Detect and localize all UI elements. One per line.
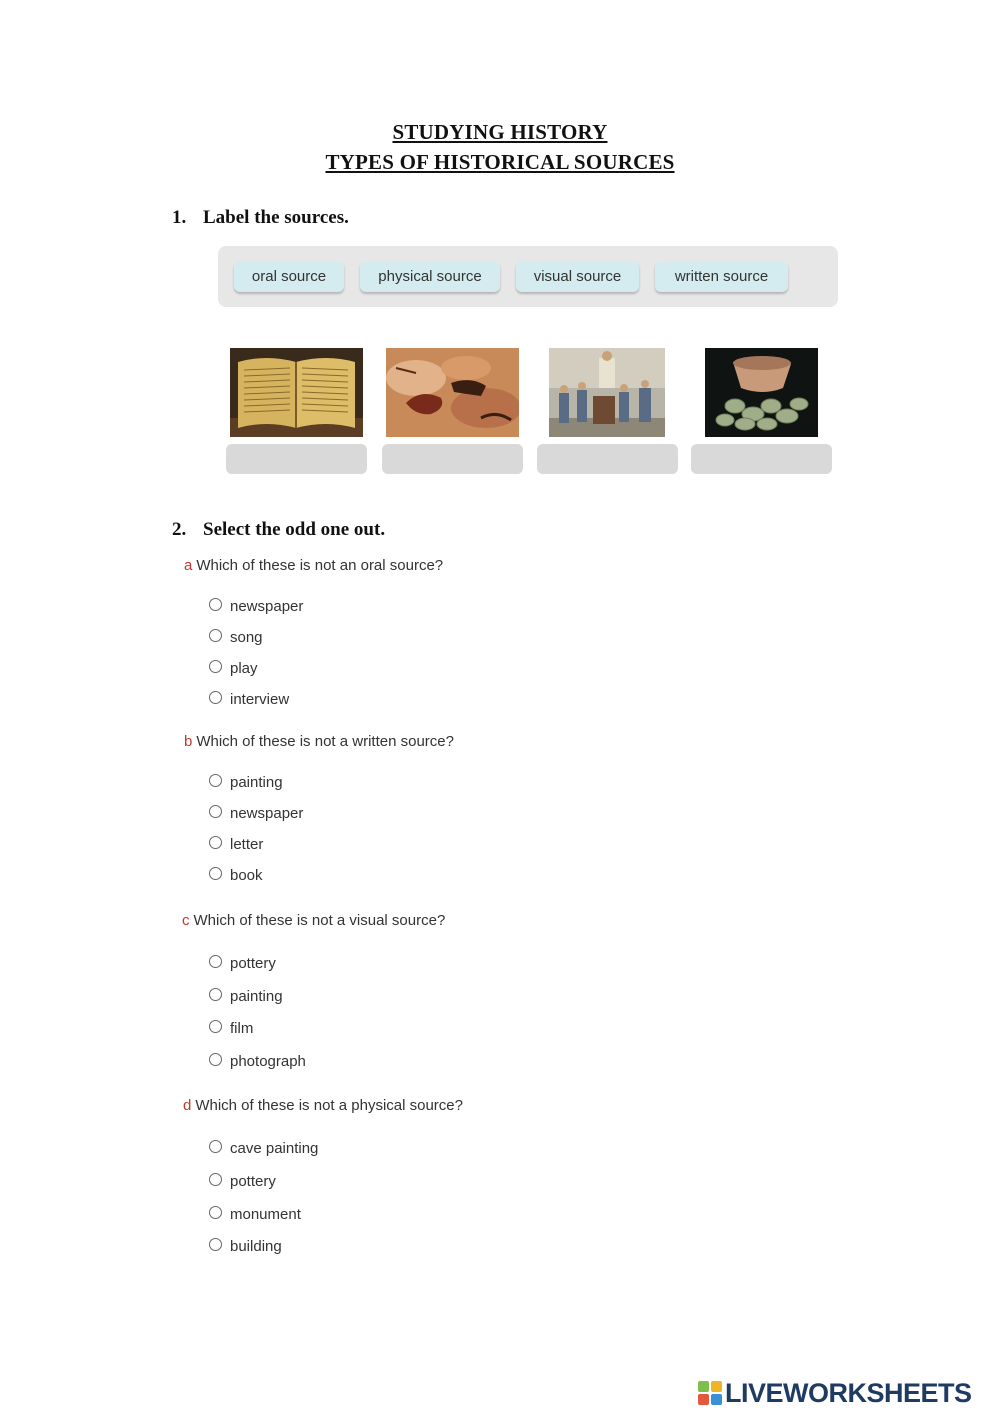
question-letter: b [184, 733, 193, 750]
option-label: book [230, 867, 263, 884]
question-letter: d [183, 1097, 192, 1114]
label-drop-box-1[interactable] [226, 444, 367, 474]
question-text: Which of these is not a written source? [196, 733, 454, 750]
page-title: STUDYING HISTORY [392, 120, 608, 144]
question-letter: a [184, 557, 193, 574]
option-label: cave painting [230, 1140, 319, 1157]
section-2-heading [172, 519, 385, 541]
radio-button[interactable] [209, 955, 222, 968]
section-2-number: 2. [172, 519, 187, 540]
question-b [184, 733, 454, 750]
radio-button[interactable] [209, 1140, 222, 1153]
radio-button[interactable] [209, 1020, 222, 1033]
option-label: play [230, 660, 258, 677]
option-d-monument[interactable] [209, 1206, 301, 1223]
option-d-pottery[interactable] [209, 1173, 276, 1190]
brand-name: LIVEWORKSHEETS [725, 1377, 972, 1408]
word-chip-written-source[interactable]: written source [655, 261, 788, 292]
option-label: film [230, 1020, 254, 1037]
option-d-building[interactable] [209, 1238, 282, 1255]
section-1-heading-text: Label the sources. [203, 207, 349, 228]
option-a-newspaper[interactable] [209, 598, 303, 615]
brand-footer [697, 1377, 972, 1409]
option-a-play[interactable] [209, 660, 258, 677]
section-2-heading-text: Select the odd one out. [203, 519, 386, 540]
option-c-pottery[interactable] [209, 955, 276, 972]
question-text: Which of these is not a physical source? [195, 1097, 463, 1114]
option-label: newspaper [230, 805, 304, 822]
option-label: monument [230, 1206, 301, 1223]
radio-button[interactable] [209, 805, 222, 818]
radio-button[interactable] [209, 691, 222, 704]
option-b-painting[interactable] [209, 774, 283, 791]
option-c-film[interactable] [209, 1020, 253, 1037]
option-a-interview[interactable] [209, 691, 289, 708]
option-d-cave-painting[interactable] [209, 1140, 318, 1157]
question-letter: c [182, 912, 190, 929]
option-label: newspaper [230, 598, 304, 615]
word-chip-visual-source[interactable]: visual source [516, 261, 639, 292]
radio-button[interactable] [209, 1238, 222, 1251]
option-label: photograph [230, 1053, 306, 1070]
option-label: painting [230, 988, 283, 1005]
radio-button[interactable] [209, 1053, 222, 1066]
radio-button[interactable] [209, 1206, 222, 1219]
radio-button[interactable] [209, 660, 222, 673]
word-chip-oral-source[interactable]: oral source [234, 261, 344, 292]
option-label: interview [230, 691, 290, 708]
question-a [184, 557, 443, 574]
option-b-newspaper[interactable] [209, 805, 303, 822]
label-drop-box-2[interactable] [382, 444, 523, 474]
label-drop-box-3[interactable] [537, 444, 678, 474]
radio-button[interactable] [209, 774, 222, 787]
radio-button[interactable] [209, 1173, 222, 1186]
question-text: Which of these is not an oral source? [196, 557, 444, 574]
section-1-number: 1. [172, 207, 187, 228]
label-drop-box-4[interactable] [691, 444, 832, 474]
option-label: pottery [230, 1173, 276, 1190]
cave-painting-image [386, 348, 519, 437]
question-c [182, 912, 445, 929]
option-label: pottery [230, 955, 276, 972]
word-chip-physical-source[interactable]: physical source [360, 261, 500, 292]
option-label: painting [230, 774, 283, 791]
radio-button[interactable] [209, 988, 222, 1001]
option-label: song [230, 629, 263, 646]
option-b-book[interactable] [209, 867, 263, 884]
radio-button[interactable] [209, 598, 222, 611]
word-bank [218, 246, 838, 307]
group-painting-image [549, 348, 665, 437]
option-c-painting[interactable] [209, 988, 283, 1005]
option-c-photograph[interactable] [209, 1053, 306, 1070]
option-label: building [230, 1238, 282, 1255]
question-d [183, 1097, 463, 1114]
option-a-song[interactable] [209, 629, 263, 646]
question-text: Which of these is not a visual source? [193, 912, 446, 929]
option-b-letter[interactable] [209, 836, 263, 853]
radio-button[interactable] [209, 629, 222, 642]
radio-button[interactable] [209, 836, 222, 849]
section-1-heading [172, 207, 349, 229]
pottery-coins-image [705, 348, 818, 437]
manuscript-book-image [230, 348, 363, 437]
radio-button[interactable] [209, 867, 222, 880]
liveworksheets-logo-icon [697, 1380, 723, 1406]
option-label: letter [230, 836, 264, 853]
page-subtitle: TYPES OF HISTORICAL SOURCES [325, 150, 675, 174]
